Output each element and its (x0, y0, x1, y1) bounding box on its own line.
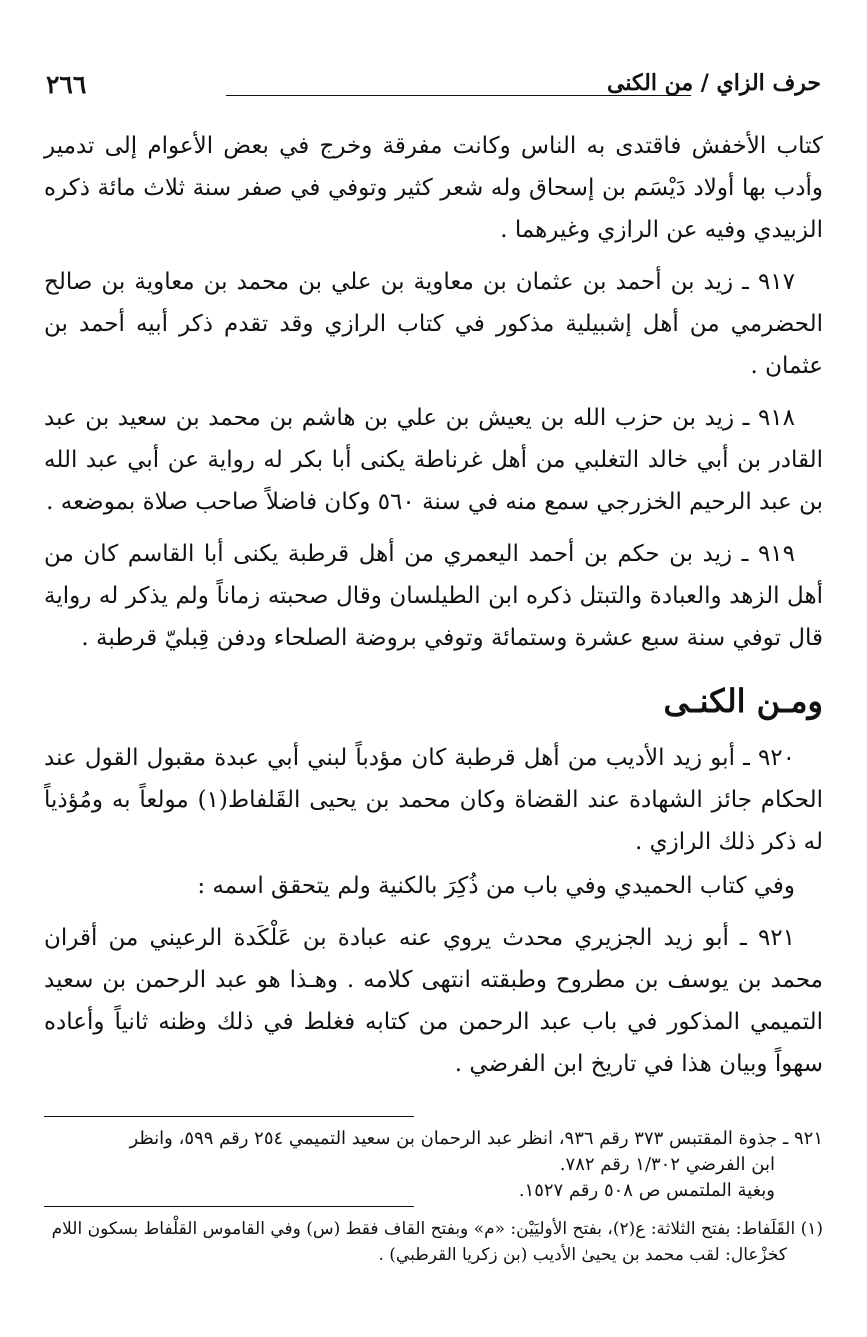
source-note-line: وبغية الملتمس ص ٥٠٨ رقم ١٥٢٧. (518, 1180, 775, 1201)
entry-920: ٩٢٠ ـ أبو زيد الأديب من أهل قرطبة كان مؤدباً لبني أبي عبدة مقبول القول عند الحكام جائز الشهادة عند القضاة وكان محمد بن يحيى القَلفاط(١) مولعاً به ومُؤذياً له ذكر ذلك الرازي . (44, 745, 823, 855)
source-notes (44, 1126, 823, 1204)
footnotes (44, 1216, 823, 1268)
entry-919: ٩١٩ ـ زيد بن حكم بن أحمد اليعمري من أهل قرطبة يكنى أبا القاسم كان من أهل الزهد والعبادة والتبتل ذكره ابن الطيلسان وقال صحبته زماناً ولم يذكر له رواية قال توفي سنة سبع عشرة وستمائة وتوفي بروضة الصلحاء ودفن قِبليّ قرطبة . (44, 541, 823, 651)
source-note-line: ٩٢١ ـ جذوة المقتبس ٣٧٣ رقم ٩٣٦، انظر عبد الرحمان بن سعيد التميمي ٢٥٤ رقم ٥٩٩، وانظر (129, 1128, 823, 1149)
page-number: ٢٦٦ (46, 70, 87, 99)
header-rule (226, 95, 691, 96)
source-note-line: ابن الفرضي ١/٣٠٢ رقم ٧٨٢. (559, 1154, 775, 1175)
entry-917: ٩١٧ ـ زيد بن أحمد بن عثمان بن معاوية بن علي بن محمد بن معاوية بن صالح الحضرمي من أهل إشبيلية مذكور في كتاب الرازي وقد تقدم ذكر أبيه أحمد بن عثمان . (44, 269, 823, 379)
page-header (46, 70, 821, 110)
footnote-line: كخزْعال: لقب محمد بن يحيىٰ الأديب (بن زكريا القرطبي) . (378, 1245, 787, 1265)
main-text (44, 125, 823, 1085)
humaydi-note: وفي كتاب الحميدي وفي باب من ذُكِرَ بالكنية ولم يتحقق اسمه : (197, 873, 795, 899)
source-notes-separator (44, 1116, 414, 1117)
entry-921: ٩٢١ ـ أبو زيد الجزيري محدث يروي عنه عبادة بن عَلْكَدة الرعيني من أقران محمد بن يوسف بن مطروح وطبقته انتهى كلامه . وهـذا هو عبد الرحمن بن سعيد التميمي المذكور في باب عبد الرحمن من كتابه فغلط في ذلك وظنه ثانياً وأعاده سهواً وبيان هذا في تاريخ ابن الفرضي . (44, 925, 823, 1077)
entry-918: ٩١٨ ـ زيد بن حزب الله بن يعيش بن علي بن هاشم بن محمد بن سعيد بن عبد القادر بن أبي خالد التغلبي من أهل غرناطة يكنى أبا بكر له رواية عن أبي عبد الله بن عبد الرحيم الخزرجي سمع منه في سنة ٥٦٠ وكان فاضلاً صاحب صلاة بموضعه . (44, 405, 823, 515)
footnote-line: (١) القَلَفاط: بفتح الثلاثة: ع(٢)، بفتح الأوليَيْن: «م» وبفتح القاف فقط (س) وفي القاموس القلْفاط بسكون اللام (51, 1219, 823, 1239)
paragraph-continuation: كتاب الأخفش فاقتدى به الناس وكانت مفرقة وخرج في بعض الأعوام إلى تدمير وأدب بها أولاد دَيْسَم بن إسحاق وله شعر كثير وتوفي في صفر سنة ثلاث مائة ذكره الزبيدي وفيه عن الرازي وغيرهما . (44, 133, 823, 243)
section-heading: ومـن الكنـى (663, 682, 823, 720)
running-title: حرف الزاي / من الكنى (607, 70, 821, 96)
footnotes-separator (44, 1206, 414, 1207)
